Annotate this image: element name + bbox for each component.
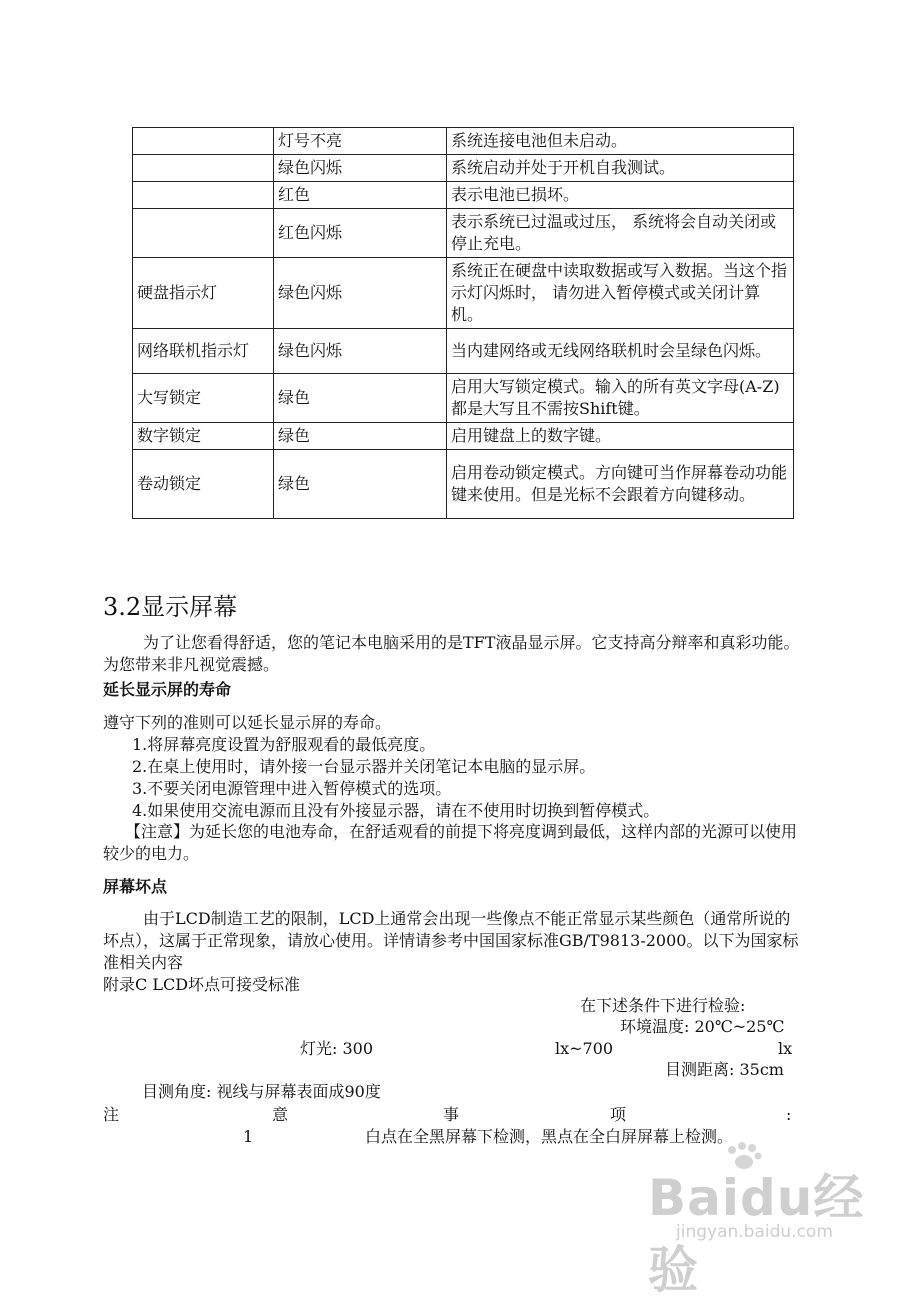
item-text: 白点在全黑屏幕下检测，黑点在全白屏屏幕上检测。	[365, 1127, 734, 1146]
cell-desc: 系统连接电池但未启动。	[447, 128, 794, 155]
note-char: 项	[610, 1105, 627, 1124]
table-row	[133, 155, 794, 182]
cell-state: 绿色	[274, 423, 447, 450]
item-number: 1	[243, 1127, 254, 1146]
table-row	[133, 182, 794, 209]
cell-state: 绿色闪烁	[274, 258, 447, 329]
rules-lead: 遵守下列的准则可以延长显示屏的寿命。	[103, 713, 392, 732]
cell-desc: 表示系统已过温或过压， 系统将会自动关闭或停止充电。	[447, 209, 794, 258]
appendix-title: 附录C LCD坏点可接受标准	[103, 975, 301, 994]
rule-item: 4.如果使用交流电源而且没有外接显示器，请在不使用时切换到暂停模式。	[132, 801, 660, 820]
table-row	[133, 209, 794, 258]
rule-item: 1.将屏幕亮度设置为舒服观看的最低亮度。	[132, 735, 436, 754]
subheading-dead-pixels: 屏幕坏点	[103, 877, 168, 896]
note-char: 事	[443, 1105, 460, 1124]
cell-state: 绿色	[274, 450, 447, 519]
table-row	[133, 374, 794, 423]
cell-state: 灯号不亮	[274, 128, 447, 155]
note-paragraph: 【注意】为延长您的电池寿命，在舒适观看的前提下将亮度调到最低，这样内部的光源可以使用较少的电力。	[103, 822, 798, 863]
cell-desc: 系统启动并处于开机自我测试。	[447, 155, 794, 182]
cell-name	[133, 128, 274, 155]
note-char: 注	[103, 1105, 120, 1124]
indicator-table	[132, 127, 794, 519]
table-row	[133, 423, 794, 450]
cell-state: 绿色闪烁	[274, 155, 447, 182]
table-row	[133, 450, 794, 519]
light-value-a: 灯光: 300	[300, 1039, 374, 1058]
watermark-url: jingyan.baidu.com	[676, 1222, 833, 1242]
note-char: :	[786, 1105, 792, 1124]
condition-line: 在下述条件下进行检验:	[580, 996, 746, 1015]
cell-name: 网络联机指示灯	[133, 329, 274, 374]
cell-desc: 当内建网络或无线网络联机时会呈绿色闪烁。	[447, 329, 794, 374]
temperature-line: 环境温度: 20℃~25℃	[620, 1017, 785, 1036]
cell-name	[133, 209, 274, 258]
subheading-lifespan: 延长显示屏的寿命	[103, 680, 232, 699]
cell-state: 绿色	[274, 374, 447, 423]
dead-pixel-paragraph: 由于LCD制造工艺的限制，LCD上通常会出现一些像点不能正常显示某些颜色（通常所说的坏点），这属于正常现象，请放心使用。详情请参考中国国家标准GB/T9813-2000。以下为国家标准相关内容	[103, 909, 799, 972]
light-value-b: lx~700	[555, 1039, 614, 1058]
cell-desc: 启用键盘上的数字键。	[447, 423, 794, 450]
cell-name	[133, 155, 274, 182]
cell-desc: 启用卷动锁定模式。方向键可当作屏幕卷动功能键来使用。但是光标不会跟着方向键移动。	[447, 450, 794, 519]
cell-state: 绿色闪烁	[274, 329, 447, 374]
table-row	[133, 329, 794, 374]
light-unit: lx	[778, 1039, 793, 1058]
intro-paragraph: 为了让您看得舒适，您的笔记本电脑采用的是TFT液晶显示屏。它支持高分辩率和真彩功能。为您带来非凡视觉震撼。	[103, 633, 800, 674]
cell-desc: 表示电池已损坏。	[447, 182, 794, 209]
cell-desc: 启用大写锁定模式。输入的所有英文字母(A-Z)都是大写且不需按Shift键。	[447, 374, 794, 423]
note-char: 意	[272, 1105, 289, 1124]
cell-name: 大写锁定	[133, 374, 274, 423]
rule-item: 3.不要关闭电源管理中进入暂停模式的选项。	[132, 779, 452, 798]
cell-name: 硬盘指示灯	[133, 258, 274, 329]
angle-line: 目测角度: 视线与屏幕表面成90度	[142, 1082, 381, 1101]
table-row	[133, 128, 794, 155]
distance-line: 目测距离: 35cm	[665, 1060, 784, 1079]
rule-item: 2.在桌上使用时，请外接一台显示器并关闭笔记本电脑的显示屏。	[132, 757, 596, 776]
cell-name: 数字锁定	[133, 423, 274, 450]
table-row	[133, 258, 794, 329]
section-heading: 3.2显示屏幕	[103, 593, 238, 621]
cell-desc: 系统正在硬盘中读取数据或写入数据。当这个指示灯闪烁时， 请勿进入暂停模式或关闭计算机。	[447, 258, 794, 329]
cell-name: 卷动锁定	[133, 450, 274, 519]
cell-state: 红色	[274, 182, 447, 209]
watermark-logo: Baidu经验	[648, 1169, 865, 1299]
cell-name	[133, 182, 274, 209]
cell-state: 红色闪烁	[274, 209, 447, 258]
